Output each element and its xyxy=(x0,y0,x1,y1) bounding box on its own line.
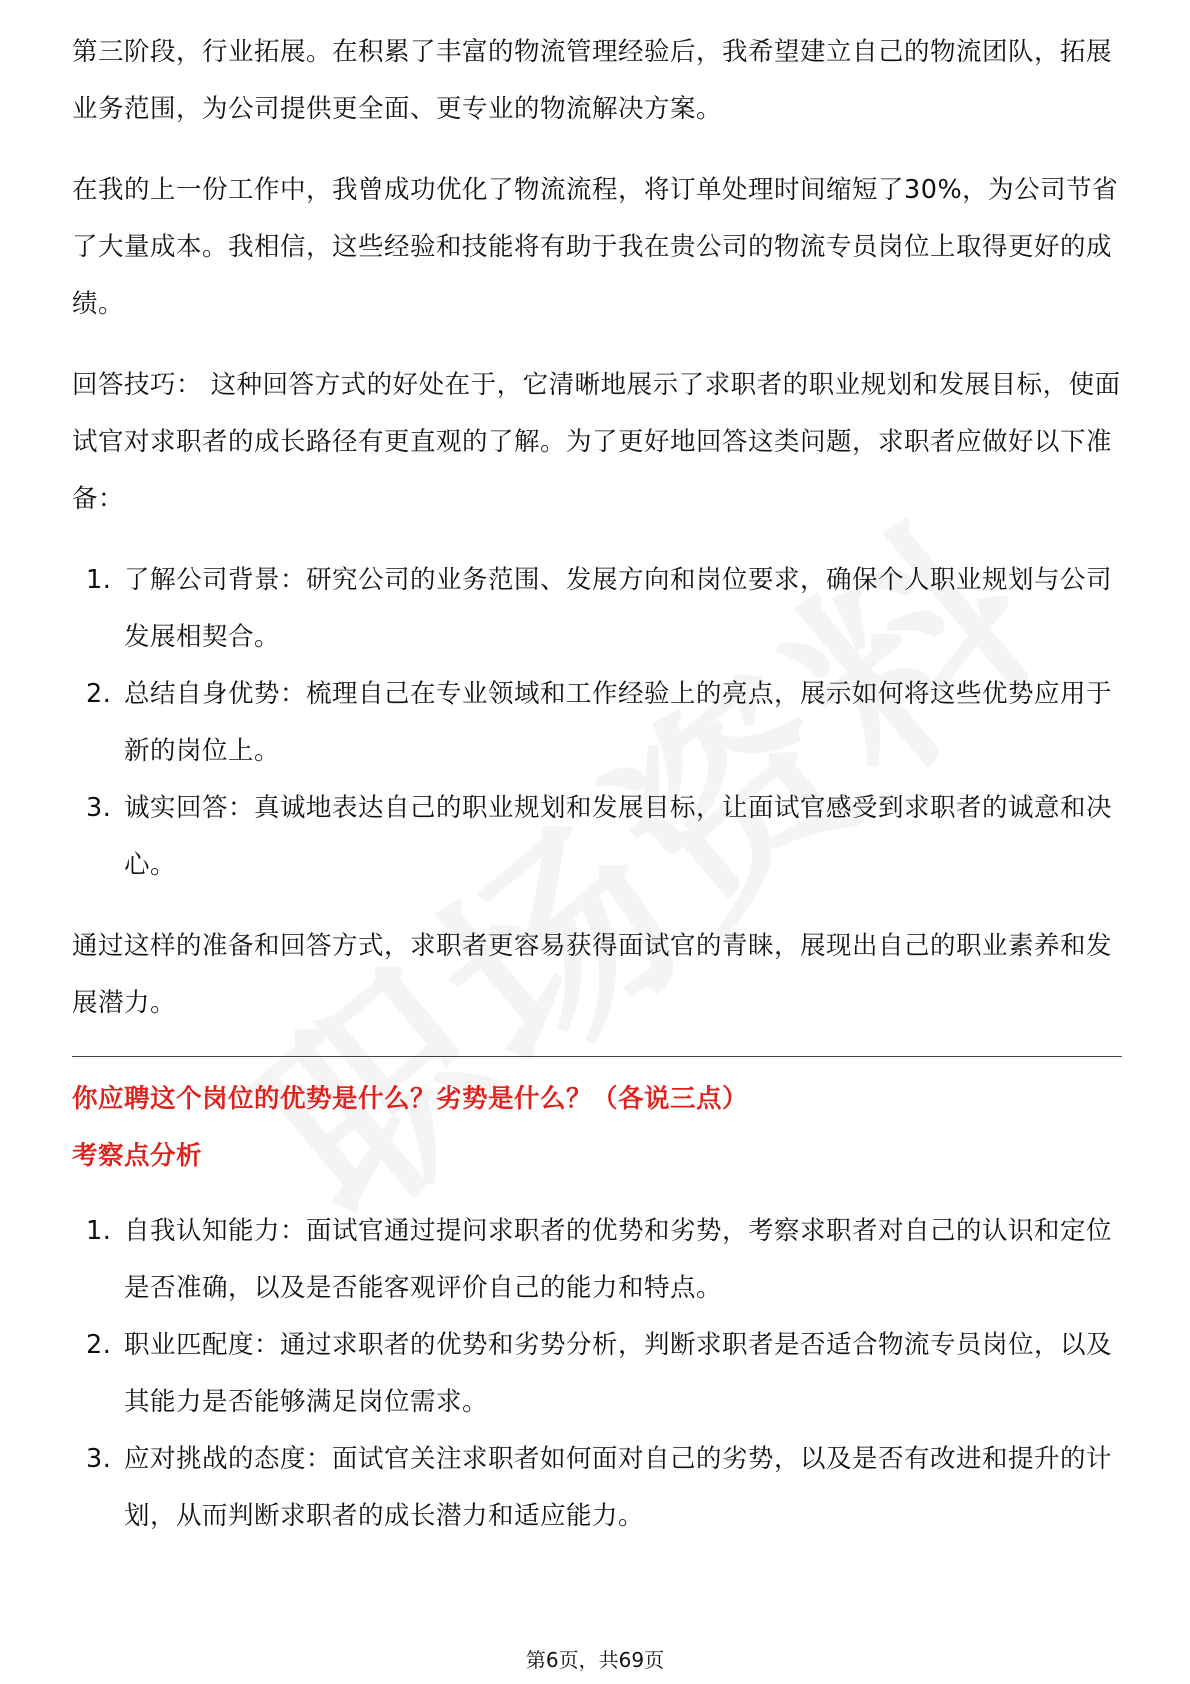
list-number: 2. xyxy=(86,1330,112,1360)
list-item xyxy=(72,780,1122,894)
paragraph-closing: 通过这样的准备和回答方式，求职者更容易获得面试官的青睐，展现出自己的职业素养和发展潜力。 xyxy=(72,931,1113,1018)
list-text: 总结自身优势：梳理自己在专业领域和工作经验上的亮点，展示如何将这些优势应用于新的岗位上。 xyxy=(124,679,1113,766)
list-number: 3. xyxy=(86,793,112,823)
paragraph-stage-three: 第三阶段，行业拓展。在积累了丰富的物流管理经验后，我希望建立自己的物流团队，拓展业务范围，为公司提供更全面、更专业的物流解决方案。 xyxy=(72,37,1113,124)
analysis-list xyxy=(72,1203,1122,1545)
tips-list xyxy=(72,552,1122,894)
list-number: 1. xyxy=(86,565,112,595)
list-item xyxy=(72,1431,1122,1545)
list-text: 职业匹配度：通过求职者的优势和劣势分析，判断求职者是否适合物流专员岗位，以及其能力是否能够满足岗位需求。 xyxy=(124,1330,1113,1417)
list-text: 自我认知能力：面试官通过提问求职者的优势和劣势，考察求职者对自己的认识和定位是否准确，以及是否能客观评价自己的能力和特点。 xyxy=(124,1216,1113,1303)
list-item xyxy=(72,1203,1122,1317)
paragraph-answer-tips: 回答技巧： 这种回答方式的好处在于，它清晰地展示了求职者的职业规划和发展目标，使面试官对求职者的成长路径有更直观的了解。为了更好地回答这类问题，求职者应做好以下准备： xyxy=(72,370,1121,514)
document-page xyxy=(72,24,1122,1569)
list-text: 了解公司背景：研究公司的业务范围、发展方向和岗位要求，确保个人职业规划与公司发展相契合。 xyxy=(124,565,1113,652)
interview-question: 你应聘这个岗位的优势是什么？劣势是什么？（各说三点） xyxy=(72,1084,749,1114)
paragraph-experience: 在我的上一份工作中，我曾成功优化了物流流程，将订单处理时间缩短了30%，为公司节省了大量成本。我相信，这些经验和技能将有助于我在贵公司的物流专员岗位上取得更好的成绩。 xyxy=(72,175,1119,319)
page-footer: 第6页，共69页 xyxy=(525,1648,665,1672)
section-divider xyxy=(72,1056,1122,1057)
list-item xyxy=(72,552,1122,666)
list-number: 1. xyxy=(86,1216,112,1246)
list-item xyxy=(72,1317,1122,1431)
list-text: 诚实回答：真诚地表达自己的职业规划和发展目标，让面试官感受到求职者的诚意和决心。 xyxy=(124,793,1113,880)
list-text: 应对挑战的态度：面试官关注求职者如何面对自己的劣势，以及是否有改进和提升的计划，从而判断求职者的成长潜力和适应能力。 xyxy=(124,1444,1113,1531)
list-number: 3. xyxy=(86,1444,112,1474)
analysis-title: 考察点分析 xyxy=(72,1141,203,1171)
list-item xyxy=(72,666,1122,780)
list-number: 2. xyxy=(86,679,112,709)
